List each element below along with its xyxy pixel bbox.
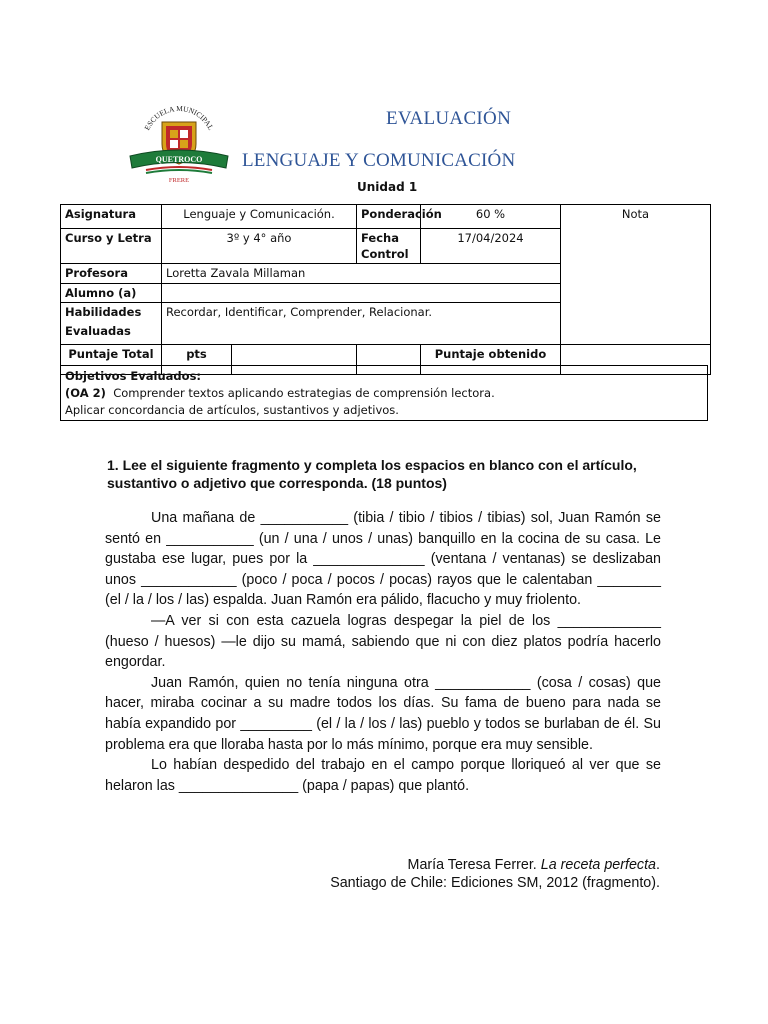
logo-arc-text: ESCUELA MUNICIPAL — [142, 103, 216, 132]
fecha-value: 17/04/2024 — [421, 229, 561, 264]
passage — [105, 508, 661, 796]
oa-code: (OA 2) — [65, 386, 106, 400]
pts-label: pts — [162, 345, 232, 375]
fecha-label: Fecha Control — [357, 229, 421, 264]
passage-paragraph: Una mañana de ___________ (tibia / tibio / tibios / tibias) sol, Juan Ramón se sentó en ___________ (un / una / unos / unas) banquillo en la cocina de su casa. Le gustaba ese lugar, pues por la ______________ (ventana / ventanas) se deslizaban unos ____________ (poco / poca / pocos / pocas) rayos que le calentaban ________ (el / la / los / las) espalda. Juan Ramón era pálido, flacucho y muy friolento. — [105, 510, 661, 609]
unit-label: Unidad 1 — [357, 180, 418, 194]
habilidades-value: Recordar, Identificar, Comprender, Relacionar. — [162, 303, 561, 345]
alumno-field[interactable] — [162, 284, 561, 303]
ponderacion-value: 60 % — [421, 205, 561, 229]
ponderacion-label: Ponderación — [357, 205, 421, 229]
objective-oa2 — [65, 385, 703, 402]
nota-cell[interactable]: Nota — [561, 205, 711, 345]
citation-line1 — [300, 856, 660, 874]
habilidades-label-line2: Evaluadas — [65, 324, 131, 338]
info-table — [60, 204, 711, 375]
curso-label: Curso y Letra — [61, 229, 162, 264]
page-subtitle: LENGUAJE Y COMUNICACIÓN — [242, 150, 516, 171]
citation-publisher: Santiago de Chile: Ediciones SM, 2012 (fragmento). — [330, 875, 660, 891]
asignatura-value: Lenguaje y Comunicación. — [162, 205, 357, 229]
logo-banner-text: QUETROCO — [155, 155, 203, 164]
asignatura-label: Asignatura — [61, 205, 162, 229]
citation-end-dot: . — [656, 857, 660, 873]
passage-paragraph: —A ver si con esta cazuela logras despegar la piel de los _____________ (hueso / huesos) —le dijo su mamá, sabiendo que ni con diez platos podría hacerlo engordar. — [105, 612, 661, 671]
question-title: 1. Lee el siguiente fragmento y completa los espacios en blanco con el artículo, sustantivo o adjetivo que corresponda. (18 puntos) — [107, 457, 637, 491]
profesora-label: Profesora — [61, 264, 162, 284]
citation-book: La receta perfecta — [540, 857, 657, 873]
habilidades-label — [61, 303, 162, 345]
objectives-box — [60, 365, 708, 421]
objective-line2: Aplicar concordancia de artículos, sustantivos y adjetivos. — [65, 403, 399, 417]
alumno-label: Alumno (a) — [61, 284, 162, 303]
logo-bottom-text: FRERE — [168, 177, 190, 184]
citation-author: María Teresa Ferrer. — [407, 857, 537, 873]
citation — [300, 856, 660, 892]
puntaje-obtenido-label: Puntaje obtenido — [421, 345, 561, 375]
school-logo — [126, 100, 232, 184]
puntaje-total-label: Puntaje Total — [61, 345, 162, 375]
habilidades-label-line1: Habilidades — [65, 305, 142, 319]
oa-text: Comprender textos aplicando estrategias de comprensión lectora. — [113, 386, 495, 400]
profesora-value: Loretta Zavala Millaman — [162, 264, 561, 284]
page-title: EVALUACIÓN — [386, 108, 512, 129]
passage-paragraph: Lo habían despedido del trabajo en el campo porque lloriqueó al ver que se helaron las _______________ (papa / papas) que plantó. — [105, 757, 661, 794]
passage-paragraph: Juan Ramón, quien no tenía ninguna otra ____________ (cosa / cosas) que hacer, miraba cocinar a su madre todos los días. Su fama de bueno para nada se había expandido por _________ (el / la / los / las) pueblo y todos se burlaban de él. Su problema era que lloraba hasta por lo más mínimo, porque era muy sensible. — [105, 674, 661, 753]
curso-value: 3º y 4° año — [162, 229, 357, 264]
objectives-title: Objetivos Evaluados: — [65, 369, 202, 383]
